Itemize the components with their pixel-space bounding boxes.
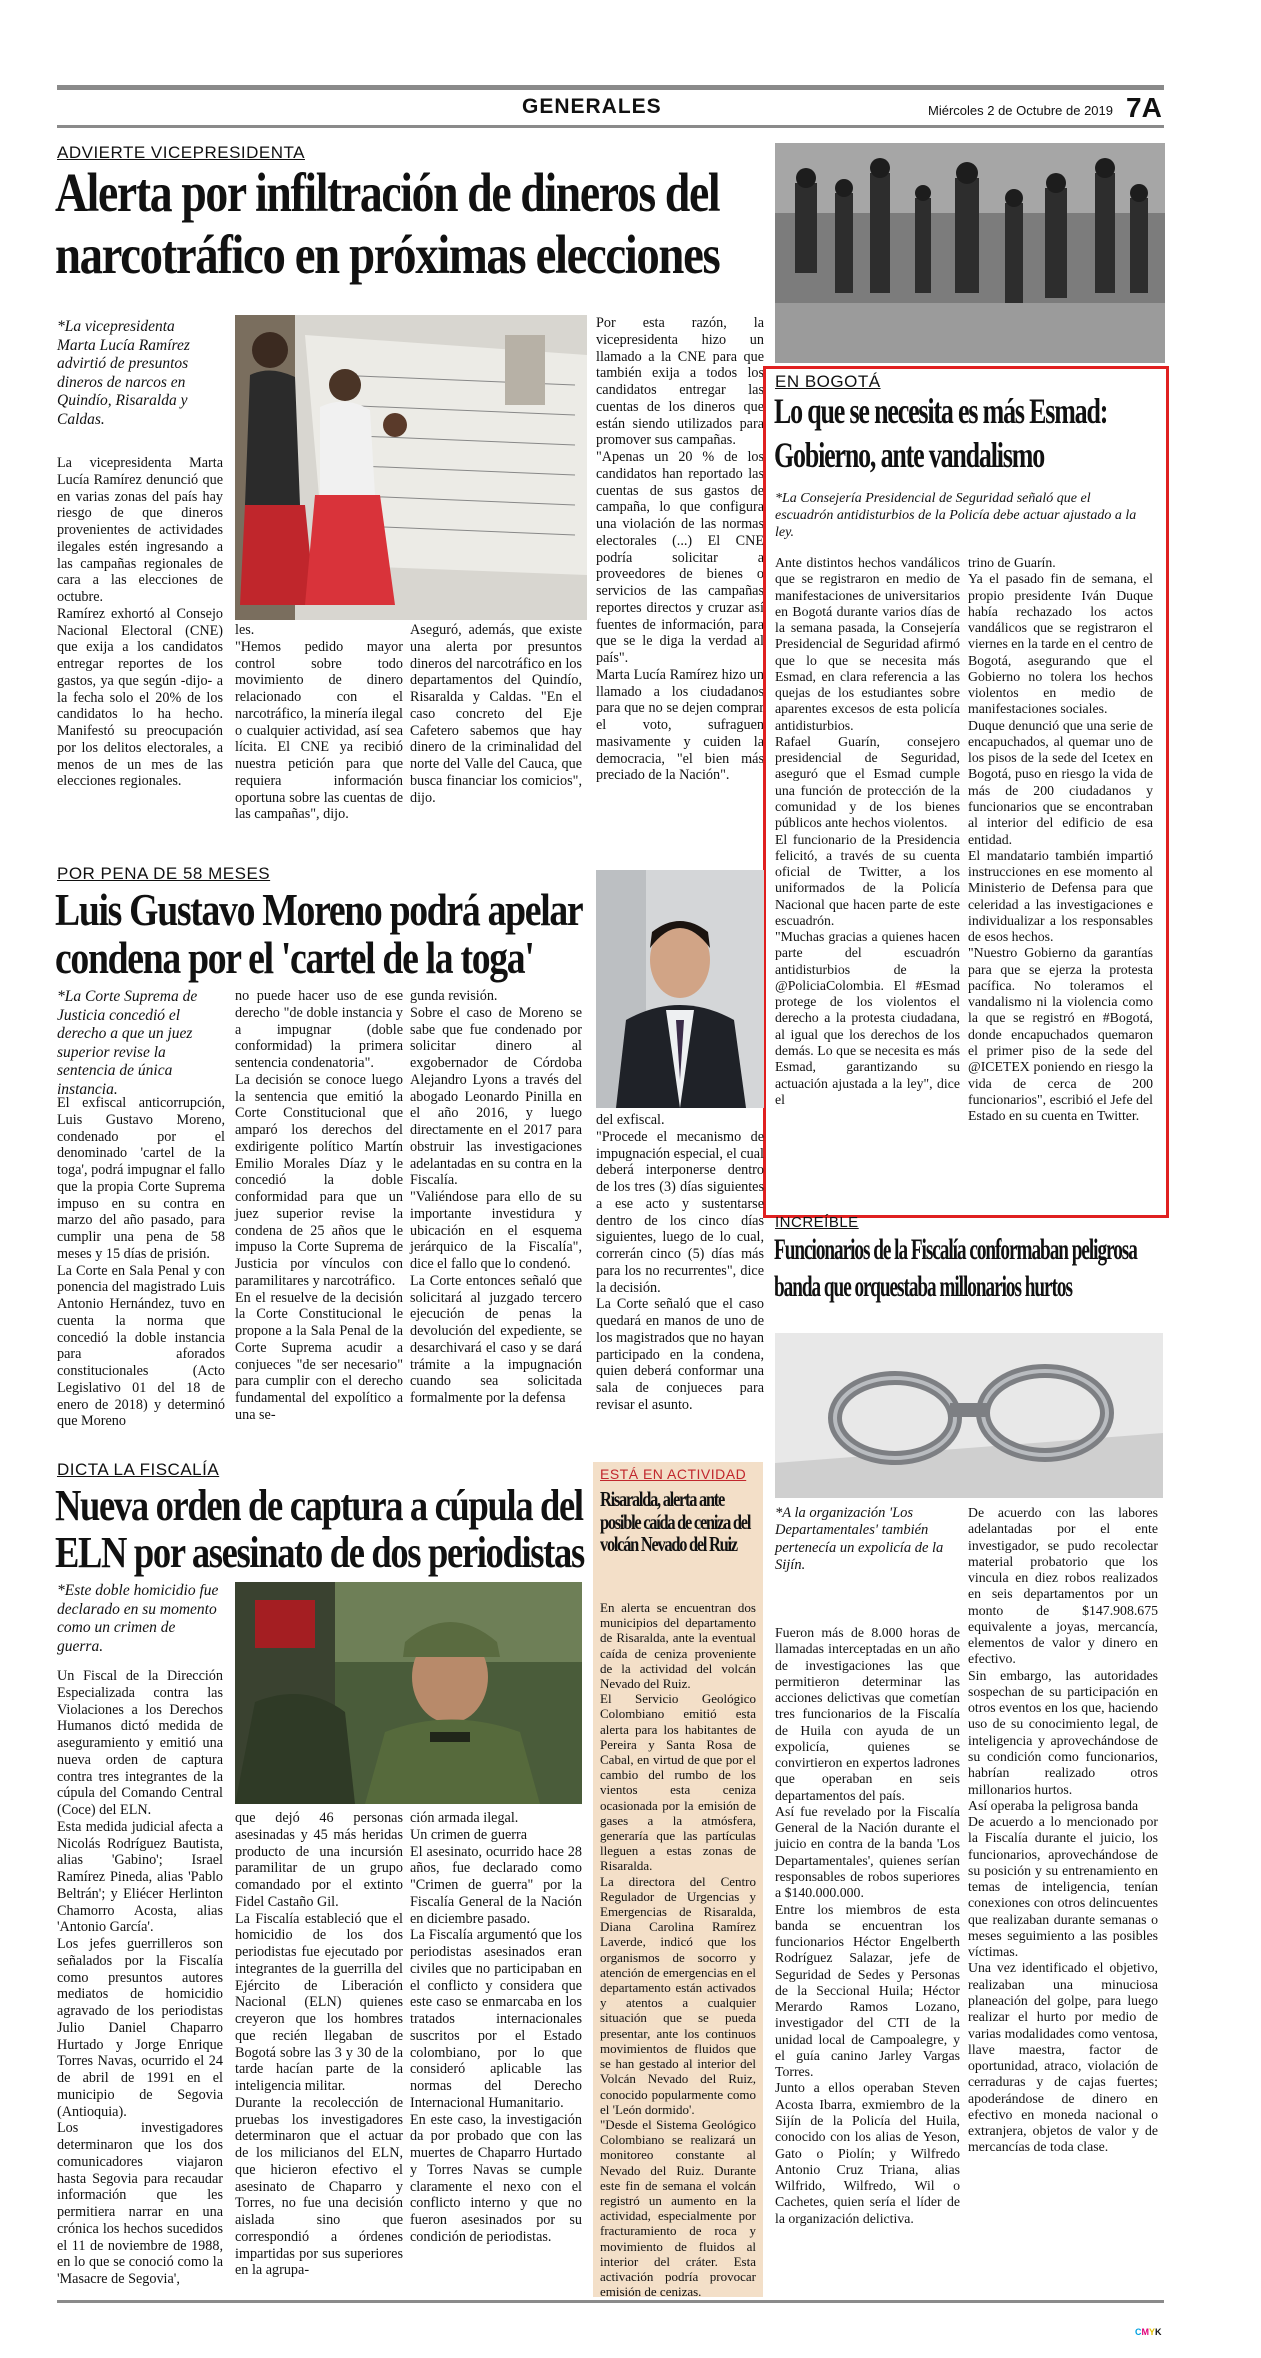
bogota-protest-photo <box>775 143 1165 363</box>
bogota-kicker: EN BOGOTÁ <box>775 372 881 391</box>
sidebar-headline: Risaralda, alerta ante posible caída de ceniza del volcán Nevado del Ruiz <box>600 1487 751 1557</box>
a1-photo-women-wall <box>235 315 587 620</box>
bogota-column-2: trino de Guarín. Ya el pasado fin de semana, el propio presidente Iván Duque había rechazado los actos vandálicos que se registraron el viernes en la tarde en el centro de Bogotá, asegurando que el Gobierno no tolera los hechos violentos en medio de manifestaciones sociales. Duque denunció que una serie de encapuchados, al quemar uno de los pisos de la sede del Icetex en Bogotá, puso en riesgo la vida de más de 200 ciudadanos y funcionarios que se encontraban al interior del edificio de esa entidad. El mandatario también impartió instrucciones en ese momento al Ministerio de Defensa para que celeridad a las investigaciones e individualizar a los responsables de esos hechos. "Nuestro Gobierno da garantías para que se ejerza la protesta pacífica. No toleramos el vandalismo ni la violencia como la que se registró en #Bogotá, donde encapuchados quemaron el primer piso de la sede del @ICETEX poniendo en riesgo la vida de cerca de 200 funcionarios", escribió el Jefe del Estado en su cuenta en Twitter. <box>968 555 1154 1124</box>
a3-kicker: INCREÍBLE <box>775 1214 859 1231</box>
a4-column-3: ción armada ilegal. Un crimen de guerra El asesinato, ocurrido hace 28 años, fue declarado como "Crimen de guerra" por la Fiscalía General de la Nación en diciembre pasado. La Fiscalía argumentó que los periodistas asesinados eran civiles que no participaban en el conflicto y considera que este caso se enmarcaba en los tratados internacionales suscritos por el Estado colombiano, por lo que consideró aplicable las normas del Derecho Internacional Humanitario. En este caso, la investigación da por probado que con las muertes de Chaparro Hurtado y Torres Navas se cumple claramente el nexo con el conflicto interno y que no fueron asesinados por su condición de periodistas. <box>410 1810 582 2245</box>
bogota-headline-line1: Lo que se necesita es más Esmad: <box>774 391 1108 431</box>
bogota-lead: *La Consejería Presidencial de Seguridad señaló que el escuadrón antidisturbios de la Policía debe actuar ajustado a la ley. <box>775 491 1137 540</box>
cmyk-y: Y <box>1149 2327 1156 2337</box>
header-rule <box>57 125 1164 128</box>
cmyk-marks <box>1135 2322 1162 2340</box>
a2-lead: *La Corte Suprema de Justicia concedió el derecho a que un juez superior revise la sentencia de única instancia. <box>57 988 198 1098</box>
a2-headline-line2: condena por el 'cartel de la toga' <box>55 932 534 983</box>
a1-column-1: La vicepresidenta Marta Lucía Ramírez denunció que en varias zonas del país hay riesgo de que dineros provenientes de actividades ilegales estén ingresando a las campañas regionales de cara a las elecciones de octubre. Ramírez exhortó al Consejo Nacional Electoral (CNE) que exija a los candidatos entregar reportes de los gastos, ya que según -dijo- a la fecha solo el 20% de los candidatos lo ha hecho. Manifestó su preocupación por los delitos electorales, a menos de un mes de las elecciones regionales. <box>57 455 223 790</box>
a4-column-2: que dejó 46 personas asesinadas y 45 más heridas producto de una incursión paramilitar de un grupo comandado por el extinto Fidel Castaño Gil. La Fiscalía estableció que el homicidio de los dos periodistas fue ejecutado por integrantes de la guerrilla del Ejército de Liberación Nacional (ELN) quienes creyeron que los hombres que recién llegaban de Bogotá sobre las 3 y 30 de la tarde hacían parte de la inteligencia militar. Durante la recolección de pruebas los investigadores determinaron que el actuar de los milicianos del ELN, que hicieron efectivo el asesinato de Chaparro y Torres, no fue una decisión aislada sino que correspondió a órdenes impartidas por sus superiores en la agrupa- <box>235 1810 403 2279</box>
cmyk-k: K <box>1155 2327 1162 2337</box>
moreno-portrait-illustration <box>596 870 764 1108</box>
a3-column-2: De acuerdo con las labores adelantadas por el ente investigador, se pudo recolectar material probatorio que los vincula en diez robos realizados en seis departamentos por un monto de $147.908.675 equivalente a joyas, mercancía, elementos de valor y dinero en efectivo. Sin embargo, las autoridades sospechan de su participación en otros eventos en los que, haciendo uso de su conocimiento legal, de inteligencia y aprovechándose de su condición como funcionarios, habrían realizado otros millonarios hurtos. Así operaba la peligrosa banda De acuerdo a lo mencionado por la Fiscalía durante el juicio, los funcionarios, aprovechándose de su posición y su entrenamiento en temas de inteligencia, tenían conexiones con otros delincuentes que realizaban durante semanas o meses seguimiento a las posibles víctimas. Una vez identificado el objetivo, realizaban una minuciosa planeación del golpe, para luego realizar el hurto por medio de varias modalidades como ventosa, llave maestra, factor de oportunidad, atraco, violación de cerraduras y de cajas fuertes; apoderándose de dinero en efectivo en moneda nacional o extranjera, objetos de valor y de mercancías de toda clase. <box>968 1505 1158 2155</box>
a2-column-2: no puede hacer uso de ese derecho "de doble instancia y a impugnar (doble conformidad) la primera sentencia condenatoria". La decisión se conoce luego la sentencia que emitió la Corte Constitucional que amparó los derechos del exdirigente político Martín Emilio Morales Díaz y le concedió la doble conformidad para que un juez superior revise la condena de 25 años que le impuso la Corte Suprema de Justicia por vínculos con paramilitares y narcotráfico. En el resuelve de la decisión la Corte Constitucional le propone a la Sala Penal de la Corte Suprema acudir a conjueces "de ser necesario" para cumplir con el derecho fundamental del expolítico a una se- <box>235 988 403 1423</box>
a2-column-4: del exfiscal. "Procede el mecanismo de impugnación especial, el cual deberá interponerse dentro de los tres (3) días siguientes a ese acto y sustentarse dentro de los cinco días siguientes, luego de lo cual, correrán cinco (5) días más para los no recurrentes", dice la decisión. La Corte señaló que el caso quedará en manos de uno de los magistrados que no hayan participado en la condena, quien deberá conformar una sala de conjueces para revisar el asunto. <box>596 1112 764 1413</box>
a4-kicker: DICTA LA FISCALÍA <box>57 1460 220 1479</box>
moreno-portrait-photo <box>596 870 764 1108</box>
bogota-headline-line2: Gobierno, ante vandalismo <box>774 435 1045 475</box>
eln-commanders-photo <box>235 1582 582 1804</box>
a1-lead: *La vicepresidenta Marta Lucía Ramírez advirtió de presuntos dineros de narcos en Quindío, Risaralda y Caldas. <box>57 318 190 428</box>
a4-lead: *Este doble homicidio fue declarado en su momento como un crimen de guerra. <box>57 1582 219 1655</box>
handcuffs-photo <box>775 1333 1163 1498</box>
handcuffs-illustration <box>775 1333 1163 1498</box>
page-number: 7A <box>1126 92 1162 123</box>
section-name: GENERALES <box>522 95 662 118</box>
a4-headline-line2: ELN por asesinato de dos periodistas <box>55 1528 584 1577</box>
a3-headline-line2: banda que orquestaba millonarios hurtos <box>774 1270 1072 1303</box>
a2-column-3: gunda revisión. Sobre el caso de Moreno se sabe que fue condenado por solicitar dinero al exgobernador de Córdoba Alejandro Lyons a través del abogado Leonardo Pinilla en el año 2016, y luego directamente en el 2017 para obstruir las investigaciones adelantadas en su contra en la Fiscalía. "Valiéndose para ello de su importante investidura y ubicación en el esquema jerárquico de la Fiscalía", dice el fallo que lo condenó. La Corte entonces señaló que solicitará al juzgado tercero ejecución de penas la devolución del expediente, se desarchivará el caso y se dará trámite a la impugnación cuando sea solicitada formalmente por la defensa <box>410 988 582 1406</box>
a1-kicker: ADVIERTE VICEPRESIDENTA <box>57 143 305 162</box>
sidebar-body: En alerta se encuentran dos municipios del departamento de Risaralda, ante la eventual caída de ceniza proveniente de la actividad del volcán Nevado del Ruiz. El Servicio Geológico Colombiano emitió esta alerta para los habitantes de Pereira y Santa Rosa de Cabal, en virtud de que por el cambio del rumbo de los vientos esta ceniza ocasionada por la emisión de gases a la atmósfera, generaría que las partículas lleguen a estas zonas de Risaralda. La directora del Centro Regulador de Urgencias y Emergencias de Risaralda, Diana Carolina Ramírez Laverde, indicó que los organismos de socorro y atención de emergencias en el departamento están activados y atentos a cualquier situación que se pueda presentar, ante los continuos movimientos de fluidos que se han gestado al interior del Volcán Nevado del Ruiz, conocido popularmente como el 'León dormido'. "Desde el Sistema Geológico Colombiano se realizará un monitoreo constante al Nevado del Ruiz. Durante este fin de semana el volcán registró un aumento en la actividad, especialmente por fracturamiento de roca y movimiento de fluidos al interior del cráter. Esta activación podría provocar emisión de cenizas. <box>600 1600 756 2300</box>
a1-photo-illustration <box>235 315 587 620</box>
cmyk-c: C <box>1135 2327 1142 2337</box>
a1-column-4: Por esta razón, la vicepresidenta hizo un llamado a la CNE para que también exija a todos los candidatos entregar las cuentas de los dineros que están siendo utilizados para promover sus campañas. "Apenas un 20 % de los candidatos han reportado las cuentas de sus gastos de campaña, lo que configura una violación de las normas electorales (...) El CNE podría solicitar a proveedores de bienes o servicios de las campañas reportes directos y cruzar así fuentes de información, para que se le diga la verdad al país". Marta Lucía Ramírez hizo un llamado a los ciudadanos para que no se dejen comprar el voto, sufraguen masivamente y cuiden la democracia, "el bien más preciado de la Nación". <box>596 315 764 784</box>
protest-photo-illustration <box>775 143 1165 363</box>
bottom-rule <box>57 2300 1164 2303</box>
bogota-column-1: Ante distintos hechos vandálicos que se registraron en medio de manifestaciones de universitarios en Bogotá durante varios días de la semana pasada, la Consejería Presidencial de Seguridad afirmó que lo que se necesita más Esmad, en clara referencia a las quejas de los estudiantes sobre aparentes excesos de esta policía antidisturbios. Rafael Guarín, consejero presidencial de Seguridad, aseguró que el Esmad cumple una función de protección de la comunidad y de los bienes públicos ante hechos violentos. El funcionario de la Presidencia felicitó, a través de su cuenta oficial de Twitter, a los uniformados de la Policía Nacional que hacen parte de este escuadrón. "Muchas gracias a quienes hacen parte del escuadrón antidisturbios de la @PoliciaColombia. El #Esmad protege de los violentos el derecho a la protesta ciudadana, al igual que los derechos de los demás. Lo que se necesita es más Esmad, garantizando su actuación ajustada a la ley", dice el <box>775 555 960 1107</box>
a2-kicker: POR PENA DE 58 MESES <box>57 864 271 883</box>
a1-headline-line2: narcotráfico en próximas elecciones <box>55 224 720 285</box>
a4-column-1: Un Fiscal de la Dirección Especializada contra las Violaciones a los Derechos Humanos dictó medida de aseguramiento y emitió una nueva orden de captura contra tres integrantes de la cúpula del Comando Central (Coce) del ELN. Esta medida judicial afecta a Nicolás Rodríguez Bautista, alias 'Gabino'; Israel Ramírez Pineda, alias 'Pablo Beltrán'; y Eliécer Herlinton Chamorro Acosta, alias 'Antonio García'. Los jefes guerrilleros son señalados por la Fiscalía como presuntos autores mediatos de homicidio agravado de los periodistas Julio Daniel Chaparro Hurtado y Jorge Enrique Torres Navas, ocurrido el 24 de abril de 1991 en el municipio de Segovia (Antioquia). Los investigadores determinaron que los dos comunicadores viajaron hasta Segovia para recaudar información que les permitiera narrar en una crónica los hechos sucedidos el 11 de noviembre de 1988, en lo que se conoció como la 'Masacre de Segovia', <box>57 1668 223 2287</box>
a1-column-3: Aseguró, además, que existe una alerta por presuntos dineros del narcotráfico en los departamentos del Quindío, Risaralda y Caldas. "En el caso concreto del Eje Cafetero sabemos que hay dinero de la criminalidad del norte del Valle del Cauca, que busca financiar los comicios", dijo. <box>410 622 582 806</box>
a3-column-1: Fueron más de 8.000 horas de llamadas interceptadas en un año de investigaciones las que permitieron determinar las acciones delictivas que cometían tres funcionarios de la Fiscalía de Huila con ayuda de un expolicía, quienes se convirtieron en expertos ladrones que operaban en seis departamentos del país. Así fue revelado por la Fiscalía General de la Nación durante el juicio en contra de la banda 'Los Departamentales', quienes serían responsables de robos superiores a $140.000.000. Entre los miembros de esta banda se encuentran los funcionarios Héctor Engelberth Rodríguez Salazar, jefe de Seguridad de Sedes y Personas de la Seccional Huila; Héctor Merardo Ramos Lozano, investigador del CTI de la unidad local de Campoalegre, y el guía canino Jarley Vargas Torres. Junto a ellos operaban Steven Acosta Ibarra, exmiembro de la Sijín de la Policía del Huila, conocido con los alias de Yeson, Gato o Piolín; y Wilfredo Antonio Cruz Triana, alias Wilfrido, Wilfredo, Wil o Cachetes, quien sería el líder de la organización delictiva. <box>775 1625 960 2226</box>
top-rule <box>57 85 1164 90</box>
a1-headline-line1: Alerta por infiltración de dineros del <box>55 162 720 223</box>
a4-headline-line1: Nueva orden de captura a cúpula del <box>55 1481 583 1530</box>
a2-column-1: El exfiscal anticorrupción, Luis Gustavo Moreno, condenado por el denominado 'cartel de la toga', podrá impugnar el fallo que la propia Corte Suprema impuso en su contra en marzo del año pasado, para cumplir una pena de 58 meses y 15 días de prisión. La Corte en Sala Penal y con ponencia del magistrado Luis Antonio Hernández, tuvo en cuenta la norma que concedió la doble instancia para aforados constitucionales (Acto Legislativo 01 del 18 de enero de 2018) y determinó que Moreno <box>57 1095 225 1430</box>
a3-lead: *A la organización 'Los Departamentales' también pertenecía un expolicía de la Sijín. <box>775 1505 944 1574</box>
sidebar-kicker: ESTÁ EN ACTIVIDAD <box>600 1466 747 1482</box>
a2-headline-line1: Luis Gustavo Moreno podrá apelar <box>55 884 583 935</box>
cmyk-m: M <box>1141 2327 1149 2337</box>
a3-headline-line1: Funcionarios de la Fiscalía conformaban peligrosa <box>774 1233 1137 1266</box>
eln-photo-illustration <box>235 1582 582 1804</box>
a1-column-2: les. "Hemos pedido mayor control sobre todo movimiento de dinero relacionado con el narcotráfico, la minería ilegal o cualquier actividad, así sea lícita. El CNE ya recibió nuestra petición para que requiera información oportuna sobre las cuentas de las campañas", dijo. <box>235 622 403 823</box>
issue-date: Miércoles 2 de Octubre de 2019 <box>928 103 1113 118</box>
